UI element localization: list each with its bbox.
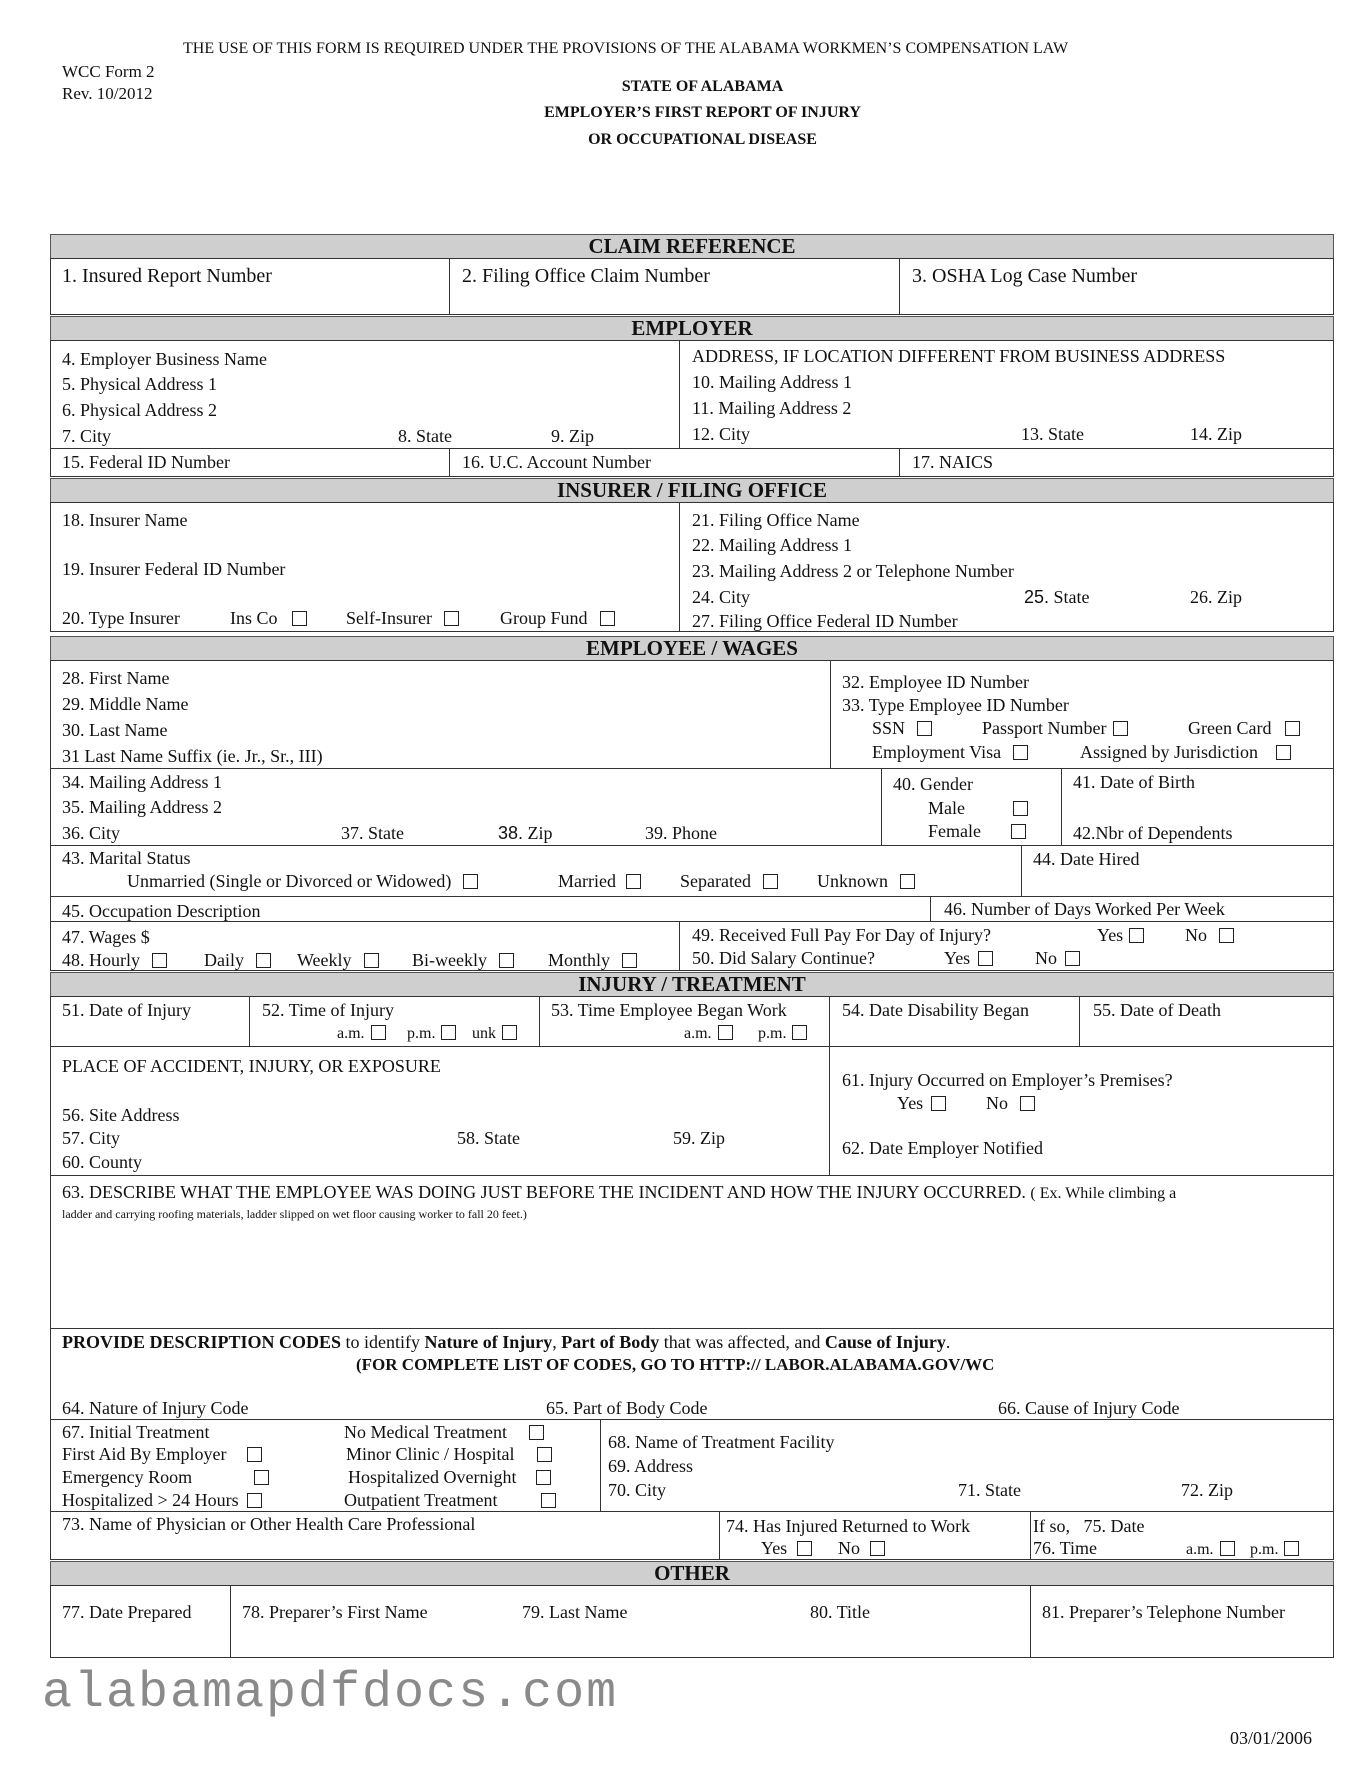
checkbox-assigned-jurisdiction[interactable] bbox=[1276, 745, 1291, 760]
field-site-address[interactable]: 56. Site Address bbox=[62, 1105, 180, 1125]
title-state: STATE OF ALABAMA bbox=[621, 78, 784, 95]
field-site-county[interactable]: 60. County bbox=[62, 1152, 143, 1172]
field-return-date[interactable]: If so, 75. Date bbox=[1033, 1516, 1145, 1536]
option-injury-am[interactable]: a.m. bbox=[337, 1024, 386, 1044]
field-gender: 40. Gender bbox=[893, 774, 973, 794]
field-site-city[interactable]: 57. City bbox=[62, 1128, 121, 1148]
field-physician-name[interactable]: 73. Name of Physician or Other Health Care Professional bbox=[62, 1514, 476, 1534]
field-employee-id[interactable]: 32. Employee ID Number bbox=[842, 672, 1029, 692]
checkbox-passport[interactable] bbox=[1113, 721, 1128, 736]
option-premises-yes[interactable]: Yes bbox=[897, 1093, 946, 1113]
checkbox-premises-yes[interactable] bbox=[931, 1096, 946, 1111]
option-emergency-room[interactable]: Emergency Room bbox=[62, 1467, 269, 1487]
field-received-full-pay: 49. Received Full Pay For Day of Injury? bbox=[692, 925, 991, 945]
field-employee-state[interactable]: 37. State bbox=[341, 823, 404, 843]
option-return-pm[interactable]: p.m. bbox=[1250, 1540, 1299, 1560]
checkbox-first-aid[interactable] bbox=[247, 1447, 262, 1462]
checkbox-no-medical[interactable] bbox=[529, 1425, 544, 1440]
option-premises-no[interactable]: No bbox=[986, 1093, 1035, 1113]
field-wages[interactable]: 47. Wages $ bbox=[62, 927, 150, 947]
checkbox-weekly[interactable] bbox=[364, 953, 379, 968]
checkbox-returned-yes[interactable] bbox=[797, 1541, 812, 1556]
field-insurer-name[interactable]: 18. Insurer Name bbox=[62, 510, 188, 530]
field-preparer-title[interactable]: 80. Title bbox=[810, 1602, 871, 1622]
option-employment-visa[interactable]: Employment Visa bbox=[872, 742, 1028, 762]
field-uc-account-number[interactable]: 16. U.C. Account Number bbox=[462, 452, 651, 472]
option-female[interactable]: Female bbox=[928, 821, 1026, 841]
field-physical-address-2[interactable]: 6. Physical Address 2 bbox=[62, 400, 217, 420]
checkbox-hospitalized-overnight[interactable] bbox=[536, 1470, 551, 1485]
option-hourly[interactable]: 48. Hourly bbox=[62, 950, 167, 970]
option-separated[interactable]: Separated bbox=[680, 871, 778, 891]
alt-address-heading: ADDRESS, IF LOCATION DIFFERENT FROM BUSINESS ADDRESS bbox=[692, 346, 1226, 366]
checkbox-green-card[interactable] bbox=[1285, 721, 1300, 736]
field-date-prepared[interactable]: 77. Date Prepared bbox=[62, 1602, 192, 1622]
footer-date: 03/01/2006 bbox=[1230, 1728, 1313, 1748]
option-returned-no[interactable]: No bbox=[838, 1538, 885, 1558]
option-biweekly[interactable]: Bi-weekly bbox=[412, 950, 514, 970]
field-part-of-body-code[interactable]: 65. Part of Body Code bbox=[546, 1398, 708, 1418]
title-disease: OR OCCUPATIONAL DISEASE bbox=[588, 131, 817, 148]
checkbox-injury-am[interactable] bbox=[371, 1025, 386, 1040]
option-no-medical[interactable]: No Medical Treatment bbox=[344, 1422, 544, 1442]
field-employee-mailing-address-1[interactable]: 34. Mailing Address 1 bbox=[62, 772, 222, 792]
field-days-worked-per-week[interactable]: 46. Number of Days Worked Per Week bbox=[944, 899, 1225, 919]
field-mailing-address-2[interactable]: 11. Mailing Address 2 bbox=[692, 398, 852, 418]
option-green-card[interactable]: Green Card bbox=[1188, 718, 1300, 738]
field-filing-office-claim-number[interactable]: 2. Filing Office Claim Number bbox=[462, 265, 710, 287]
option-injury-unk[interactable]: unk bbox=[472, 1024, 517, 1044]
field-site-state[interactable]: 58. State bbox=[457, 1128, 520, 1148]
option-return-am[interactable]: a.m. bbox=[1186, 1540, 1235, 1560]
field-date-disability-began[interactable]: 54. Date Disability Began bbox=[842, 1000, 1029, 1020]
option-monthly[interactable]: Monthly bbox=[548, 950, 637, 970]
option-minor-clinic[interactable]: Minor Clinic / Hospital bbox=[346, 1444, 552, 1464]
field-employer-premises: 61. Injury Occurred on Employer’s Premises? bbox=[842, 1070, 1173, 1090]
field-filing-mailing-address-1[interactable]: 22. Mailing Address 1 bbox=[692, 535, 852, 555]
field-date-hired[interactable]: 44. Date Hired bbox=[1033, 849, 1140, 869]
option-began-am[interactable]: a.m. bbox=[684, 1024, 733, 1044]
option-married[interactable]: Married bbox=[558, 871, 641, 891]
field-time-of-injury[interactable]: 52. Time of Injury bbox=[262, 1000, 395, 1020]
description-codes-note: PROVIDE DESCRIPTION CODES to identify Nature of Injury, Part of Body that was affected, and Cause of Injury. bbox=[62, 1332, 951, 1352]
section-employer: EMPLOYER bbox=[50, 316, 1334, 341]
option-male[interactable]: Male bbox=[928, 798, 1028, 818]
option-full-pay-yes[interactable]: Yes bbox=[1097, 925, 1144, 945]
field-site-zip[interactable]: 59. Zip bbox=[673, 1128, 725, 1148]
watermark: alabamapdfdocs.com bbox=[42, 1665, 619, 1722]
field-filing-office-name[interactable]: 21. Filing Office Name bbox=[692, 510, 860, 530]
option-assigned-jurisdiction[interactable]: Assigned by Jurisdiction bbox=[1080, 742, 1291, 762]
field-initial-treatment: 67. Initial Treatment bbox=[62, 1422, 210, 1442]
field-time-began-work[interactable]: 53. Time Employee Began Work bbox=[551, 1000, 787, 1020]
option-unknown[interactable]: Unknown bbox=[817, 871, 915, 891]
field-cause-of-injury-code[interactable]: 66. Cause of Injury Code bbox=[998, 1398, 1180, 1418]
option-salary-no[interactable]: No bbox=[1035, 948, 1080, 968]
option-weekly[interactable]: Weekly bbox=[297, 950, 379, 970]
field-salary-continue: 50. Did Salary Continue? bbox=[692, 948, 875, 968]
checkbox-outpatient[interactable] bbox=[541, 1493, 556, 1508]
checkbox-self-insurer[interactable] bbox=[444, 611, 459, 626]
checkbox-salary-yes[interactable] bbox=[978, 951, 993, 966]
checkbox-daily[interactable] bbox=[256, 953, 271, 968]
field-filing-state[interactable]: 25. State bbox=[1024, 587, 1090, 607]
field-treatment-facility-zip[interactable]: 72. Zip bbox=[1181, 1480, 1233, 1500]
field-type-employee-id: 33. Type Employee ID Number bbox=[842, 695, 1069, 715]
option-full-pay-no[interactable]: No bbox=[1185, 925, 1234, 945]
field-middle-name[interactable]: 29. Middle Name bbox=[62, 694, 189, 714]
field-preparer-first-name[interactable]: 78. Preparer’s First Name bbox=[242, 1602, 428, 1622]
field-date-employer-notified[interactable]: 62. Date Employer Notified bbox=[842, 1138, 1043, 1158]
field-type-insurer: 20. Type Insurer bbox=[62, 608, 180, 628]
field-date-of-death[interactable]: 55. Date of Death bbox=[1093, 1000, 1221, 1020]
option-returned-yes[interactable]: Yes bbox=[761, 1538, 812, 1558]
checkbox-hospitalized-24[interactable] bbox=[247, 1493, 262, 1508]
option-unmarried[interactable]: Unmarried (Single or Divorced or Widowed) bbox=[127, 871, 478, 891]
option-first-aid[interactable]: First Aid By Employer bbox=[62, 1444, 262, 1464]
option-injury-pm[interactable]: p.m. bbox=[407, 1024, 456, 1044]
field-employer-business-name[interactable]: 4. Employer Business Name bbox=[62, 349, 267, 369]
option-ins-co[interactable]: Ins Co bbox=[230, 608, 307, 628]
option-hospitalized-overnight[interactable]: Hospitalized Overnight bbox=[348, 1467, 551, 1487]
checkbox-unmarried[interactable] bbox=[463, 874, 478, 889]
checkbox-full-pay-no[interactable] bbox=[1219, 928, 1234, 943]
field-date-of-birth[interactable]: 41. Date of Birth bbox=[1073, 772, 1195, 792]
field-date-of-injury[interactable]: 51. Date of Injury bbox=[62, 1000, 191, 1020]
field-employee-mailing-address-2[interactable]: 35. Mailing Address 2 bbox=[62, 797, 222, 817]
field-number-of-dependents[interactable]: 42.Nbr of Dependents bbox=[1073, 823, 1233, 843]
section-injury-treatment: INJURY / TREATMENT bbox=[50, 972, 1334, 997]
field-employee-city[interactable]: 36. City bbox=[62, 823, 121, 843]
field-federal-id[interactable]: 15. Federal ID Number bbox=[62, 452, 230, 472]
option-began-pm[interactable]: p.m. bbox=[758, 1024, 807, 1044]
option-salary-yes[interactable]: Yes bbox=[944, 948, 993, 968]
field-employee-phone[interactable]: 39. Phone bbox=[645, 823, 717, 843]
field-return-time[interactable]: 76. Time bbox=[1033, 1538, 1098, 1558]
field-nature-of-injury-code[interactable]: 64. Nature of Injury Code bbox=[62, 1398, 249, 1418]
field-insurer-federal-id[interactable]: 19. Insurer Federal ID Number bbox=[62, 559, 286, 579]
field-first-name[interactable]: 28. First Name bbox=[62, 668, 170, 688]
checkbox-premises-no[interactable] bbox=[1020, 1096, 1035, 1111]
field-filing-city[interactable]: 24. City bbox=[692, 587, 751, 607]
field-last-name-suffix[interactable]: 31 Last Name Suffix (ie. Jr., Sr., III) bbox=[62, 746, 323, 766]
section-other: OTHER bbox=[50, 1561, 1334, 1586]
checkbox-injury-pm[interactable] bbox=[441, 1025, 456, 1040]
checkbox-returned-no[interactable] bbox=[870, 1541, 885, 1556]
field-marital-status: 43. Marital Status bbox=[62, 848, 191, 868]
option-passport[interactable]: Passport Number bbox=[982, 718, 1128, 738]
field-treatment-facility-address[interactable]: 69. Address bbox=[608, 1456, 693, 1476]
legal-notice: THE USE OF THIS FORM IS REQUIRED UNDER THE PROVISIONS OF THE ALABAMA WORKMEN’S COMPENSATION LAW bbox=[183, 40, 1069, 57]
field-preparer-telephone[interactable]: 81. Preparer’s Telephone Number bbox=[1042, 1602, 1285, 1622]
codes-link[interactable]: (FOR COMPLETE LIST OF CODES, GO TO HTTP:// LABOR.ALABAMA.GOV/WC bbox=[356, 1355, 995, 1374]
checkbox-salary-no[interactable] bbox=[1065, 951, 1080, 966]
field-employee-zip[interactable]: 38. Zip bbox=[498, 823, 553, 843]
field-mailing-state[interactable]: 13. State bbox=[1021, 424, 1084, 444]
field-mailing-zip[interactable]: 14. Zip bbox=[1190, 424, 1242, 444]
field-mailing-address-1[interactable]: 10. Mailing Address 1 bbox=[692, 372, 852, 392]
option-group-fund[interactable]: Group Fund bbox=[500, 608, 615, 628]
field-insured-report-number[interactable]: 1. Insured Report Number bbox=[62, 265, 272, 287]
field-naics[interactable]: 17. NAICS bbox=[912, 452, 994, 472]
field-employer-city[interactable]: 7. City bbox=[62, 426, 112, 446]
checkbox-began-am[interactable] bbox=[718, 1025, 733, 1040]
field-employer-state[interactable]: 8. State bbox=[398, 426, 452, 446]
place-of-accident-heading: PLACE OF ACCIDENT, INJURY, OR EXPOSURE bbox=[62, 1056, 441, 1076]
option-self-insurer[interactable]: Self-Insurer bbox=[346, 608, 459, 628]
section-employee-wages: EMPLOYEE / WAGES bbox=[50, 636, 1334, 661]
checkbox-married[interactable] bbox=[626, 874, 641, 889]
form-revision: Rev. 10/2012 bbox=[62, 84, 153, 103]
checkbox-ssn[interactable] bbox=[917, 721, 932, 736]
checkbox-minor-clinic[interactable] bbox=[537, 1447, 552, 1462]
checkbox-return-pm[interactable] bbox=[1284, 1541, 1299, 1556]
checkbox-monthly[interactable] bbox=[622, 953, 637, 968]
option-daily[interactable]: Daily bbox=[204, 950, 271, 970]
field-filing-office-federal-id[interactable]: 27. Filing Office Federal ID Number bbox=[692, 611, 958, 631]
incident-description-example: ladder and carrying roofing materials, ladder slipped on wet floor causing worker to fall 20 feet.) bbox=[62, 1207, 527, 1221]
checkbox-hourly[interactable] bbox=[152, 953, 167, 968]
field-osha-log-case-number[interactable]: 3. OSHA Log Case Number bbox=[912, 265, 1137, 287]
checkbox-separated[interactable] bbox=[763, 874, 778, 889]
field-treatment-facility-name[interactable]: 68. Name of Treatment Facility bbox=[608, 1432, 835, 1452]
checkbox-full-pay-yes[interactable] bbox=[1129, 928, 1144, 943]
field-physical-address-1[interactable]: 5. Physical Address 1 bbox=[62, 374, 217, 394]
option-outpatient[interactable]: Outpatient Treatment bbox=[344, 1490, 556, 1510]
field-mailing-city[interactable]: 12. City bbox=[692, 424, 751, 444]
checkbox-biweekly[interactable] bbox=[499, 953, 514, 968]
option-ssn[interactable]: SSN bbox=[872, 718, 932, 738]
checkbox-female[interactable] bbox=[1011, 824, 1026, 839]
section-claim-reference: CLAIM REFERENCE bbox=[50, 234, 1334, 259]
checkbox-group-fund[interactable] bbox=[600, 611, 615, 626]
field-last-name[interactable]: 30. Last Name bbox=[62, 720, 168, 740]
field-incident-description[interactable]: 63. DESCRIBE WHAT THE EMPLOYEE WAS DOING JUST BEFORE THE INCIDENT AND HOW THE INJURY OCCURRED. ( Ex. While climbing a bbox=[62, 1182, 1177, 1202]
field-occupation-description[interactable]: 45. Occupation Description bbox=[62, 901, 261, 921]
form-id: WCC Form 2 bbox=[62, 62, 155, 81]
section-insurer: INSURER / FILING OFFICE bbox=[50, 478, 1334, 503]
field-employer-zip[interactable]: 9. Zip bbox=[551, 426, 594, 446]
field-filing-zip[interactable]: 26. Zip bbox=[1190, 587, 1242, 607]
checkbox-ins-co[interactable] bbox=[292, 611, 307, 626]
checkbox-male[interactable] bbox=[1013, 801, 1028, 816]
option-hospitalized-24[interactable]: Hospitalized > 24 Hours bbox=[62, 1490, 262, 1510]
field-returned-to-work: 74. Has Injured Returned to Work bbox=[726, 1516, 971, 1536]
field-treatment-facility-state[interactable]: 71. State bbox=[958, 1480, 1021, 1500]
field-treatment-facility-city[interactable]: 70. City bbox=[608, 1480, 667, 1500]
field-filing-mailing-address-2[interactable]: 23. Mailing Address 2 or Telephone Number bbox=[692, 561, 1014, 581]
checkbox-injury-unk[interactable] bbox=[502, 1025, 517, 1040]
checkbox-began-pm[interactable] bbox=[792, 1025, 807, 1040]
field-preparer-last-name[interactable]: 79. Last Name bbox=[522, 1602, 628, 1622]
checkbox-employment-visa[interactable] bbox=[1013, 745, 1028, 760]
checkbox-emergency-room[interactable] bbox=[254, 1470, 269, 1485]
title-report: EMPLOYER’S FIRST REPORT OF INJURY bbox=[544, 104, 861, 121]
checkbox-return-am[interactable] bbox=[1220, 1541, 1235, 1556]
checkbox-unknown[interactable] bbox=[900, 874, 915, 889]
